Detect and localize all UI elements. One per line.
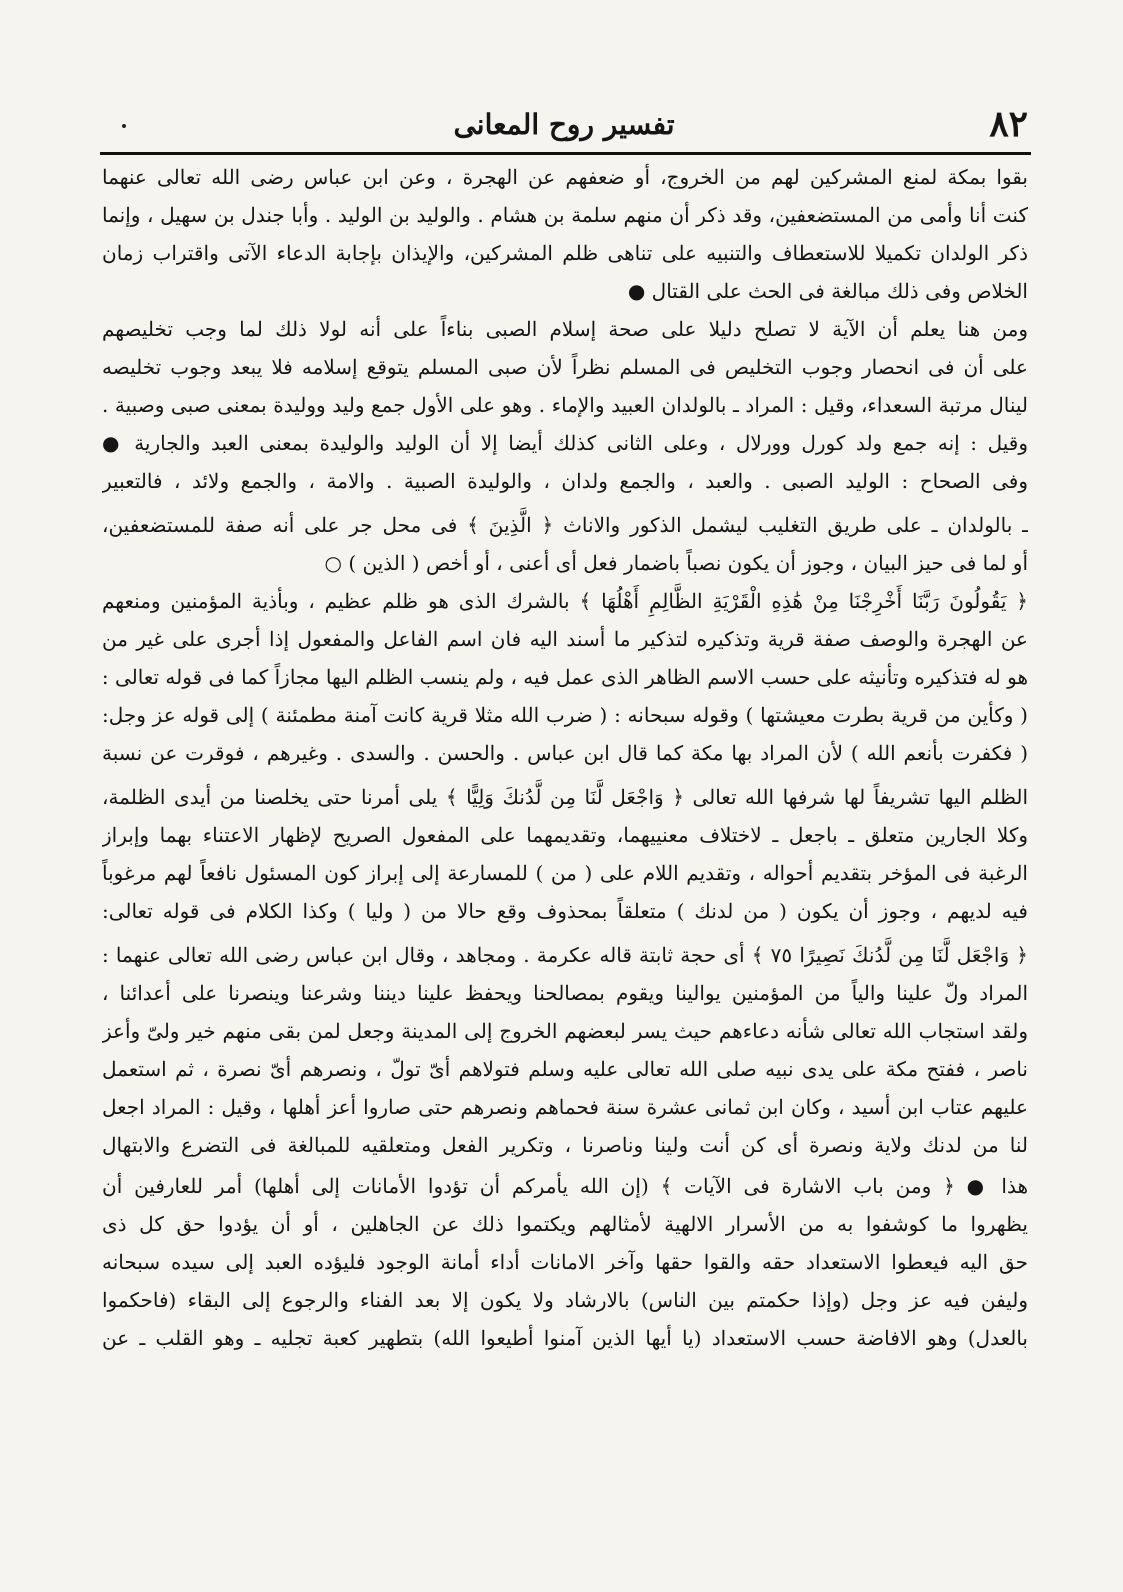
page-header [100, 102, 1028, 146]
text-line: وكلا الجارين متعلق ـ باجعل ـ لاختلاف معنييهما، وتقديمهما على المفعول الصريح لإظهار الاعتناء بهما وإبراز [102, 823, 1028, 847]
text-line: أو لما فى حيز البيان ، وجوز أن يكون نصباً باضمار فعل أى أعنى ، أو أخص ( الذين ) ○ [324, 551, 1028, 575]
text-line: ـ بالولدان ـ على طريق التغليب ليشمل الذكور والاناث ﴿ الَّذِينَ ﴾ فى محل جر على أنه صفة للمستضعفين، [102, 513, 1028, 537]
text-line: الظلم اليها تشريفاً لها شرفها الله تعالى ﴿ وَاجْعَل لَّنَا مِن لَّدُنكَ وَلِيًّا ﴾ يلى أمرنا حتى يخلصنا من أيدى الظلمة، [102, 785, 1028, 809]
page-number: ٨٢ [989, 103, 1028, 145]
text-line: الرغبة فى المؤخر بتقديم أحواله ، وتقديم اللام على ( من ) للمسارعة إلى إبراز كون المسئول نافعاً لهم مرغوباً [102, 861, 1028, 885]
text-line: كنت أنا وأمى من المستضعفين، وقد ذكر أن منهم سلمة بن هشام . والوليد بن الوليد . وأبا جندل بن سهيل ، وإنما [102, 203, 1028, 227]
text-line: الخلاص وفى ذلك مبالغة فى الحث على القتال ● [627, 279, 1028, 303]
text-line: ﴿ وَاجْعَل لَّنَا مِن لَّدُنكَ نَصِيرًا ٧٥ ﴾ أى حجة ثابتة قاله عكرمة . ومجاهد ، وقال ابن عباس رضى الله تعالى عنهما : [102, 943, 1028, 967]
text-line: ذكر الولدان تكميلا للاستعطاف والتنبيه على تناهى ظلم المشركين، والإيذان بإجابة الدعاء الآتى واقتراب زمان [102, 241, 1028, 265]
text-line: لينال مرتبة السعداء، وقيل : المراد ـ بالولدان العبيد والإماء . وهو على الأول جمع وليد ووليدة بمعنى صبى وصبية . [102, 393, 1028, 417]
commentary-text [102, 158, 1028, 1357]
text-line: بالعدل) وهو الافاضة حسب الاستعداد (يا أيها الذين آمنوا أطيعوا الله) بتطهير كعبة تجليه ـ وهو القلب ـ عن [102, 1326, 1028, 1350]
text-line: عن الهجرة والوصف صفة قرية وتذكيره لتذكير ما أسند اليه فان اسم الفاعل والمفعول إذا أجرى على غير من [102, 627, 1028, 651]
running-title: تفسير روح المعانى [453, 108, 675, 141]
text-line: ﴿ يَقُولُونَ رَبَّنَا أَخْرِجْنَا مِنْ هَٰذِهِ الْقَرْيَةِ الظَّالِمِ أَهْلُهَا ﴾ بالشرك الذى هو ظلم عظيم ، وبأذية المؤمنين ومنعهم [102, 589, 1028, 613]
text-line: يظهروا ما كوشفوا به من الأسرار الالهية لأمثالهم ويكتموا ذلك عن الجاهلين ، أو أن يؤدوا حق كل ذى [102, 1212, 1028, 1236]
text-line: فيه لديهم ، وجوز أن يكون ( من لدنك ) متعلقاً بمحذوف وقع حالا من ( وليا ) وكذا الكلام فى قوله تعالى: [102, 899, 1028, 923]
text-line: ( وكأين من قرية بطرت معيشتها ) وقوله سبحانه : ( ضرب الله مثلا قرية كانت آمنة مطمئنة ) إلى قوله عز وجل: [102, 703, 1028, 727]
text-line: هذا ● ﴿ ومن باب الاشارة فى الآيات ﴾ (إن الله يأمركم أن تؤدوا الأمانات إلى أهلها) أمر للعارفين أن [102, 1174, 1028, 1198]
text-line: لنا من لدنك ولاية ونصرة أى كن أنت ولينا وناصرنا ، وتكرير الفعل ومتعلقيه للمبالغة فى التضرع والابتهال [102, 1133, 1028, 1157]
text-line: وليفن فيه عز وجل (وإذا حكمتم بين الناس) بالارشاد ولا يكون إلا بعد الفناء والرجوع إلى البقاء (فاحكموا [102, 1288, 1028, 1312]
text-line: على أن فى انحصار وجوب التخليص فى المسلم نظراً لأن صبى المسلم يتوقع إسلامه فلا يبعد وجوب تخليصه [102, 355, 1028, 379]
text-line: عليهم عتاب ابن أسيد ، وكان ابن ثمانى عشرة سنة فحماهم ونصرهم حتى صاروا أعز أهلها ، وقيل : المراد اجعل [102, 1095, 1028, 1119]
text-line: ولقد استجاب الله تعالى شأنه دعاءهم حيث يسر لبعضهم الخروج إلى المدينة وجعل لمن بقى منهم خير ولىّ وأعز [102, 1019, 1028, 1043]
header-rule [100, 152, 1031, 155]
text-line: وقيل : إنه جمع ولد كورل وورلال ، وعلى الثانى كذلك أيضا إلا أن الوليد والوليدة بمعنى العبد والجارية ● [102, 431, 1028, 455]
text-line: ناصر ، ففتح مكة على يدى نبيه صلى الله تعالى عليه وسلم فتولاهم أىّ تولّ ، ونصرهم أىّ نصرة ، ثم استعمل [102, 1057, 1028, 1081]
text-line: وفى الصحاح : الوليد الصبى . والعبد ، والجمع ولدان ، والوليدة الصبية . والامة ، والجمع ولائد ، فالتعبير [102, 469, 1028, 493]
text-line: بقوا بمكة لمنع المشركين لهم من الخروج، أو ضعفهم عن الهجرة ، وعن ابن عباس رضى الله تعالى عنهما [102, 165, 1028, 189]
text-line: حق اليه فيعطوا الاستعداد حقه والقوا حقها وآخر الامانات أداء أمانة الوجود فليؤده العبد إلى سيده سبحانه [102, 1250, 1028, 1274]
text-line: هو له فتذكيره وتأنيثه على حسب الاسم الظاهر الذى عمل فيه ، ولم ينسب الظلم اليها مجازاً كما فى قوله تعالى : [102, 665, 1028, 689]
text-line: ( فكفرت بأنعم الله ) لأن المراد بها مكة كما قال ابن عباس . والحسن . والسدى . وغيرهم ، فوقرت عن نسبة [102, 741, 1028, 765]
text-line: المراد ولّ علينا والياً من المؤمنين يوالينا ويقوم بمصالحنا ويحفظ علينا ديننا وشرعنا وينصرنا على أعدائنا ، [102, 981, 1028, 1005]
text-line: ومن هنا يعلم أن الآية لا تصلح دليلا على صحة إسلام الصبى بناءاً على أنه لولا ذلك لما وجب تخليصهم [102, 317, 1028, 341]
